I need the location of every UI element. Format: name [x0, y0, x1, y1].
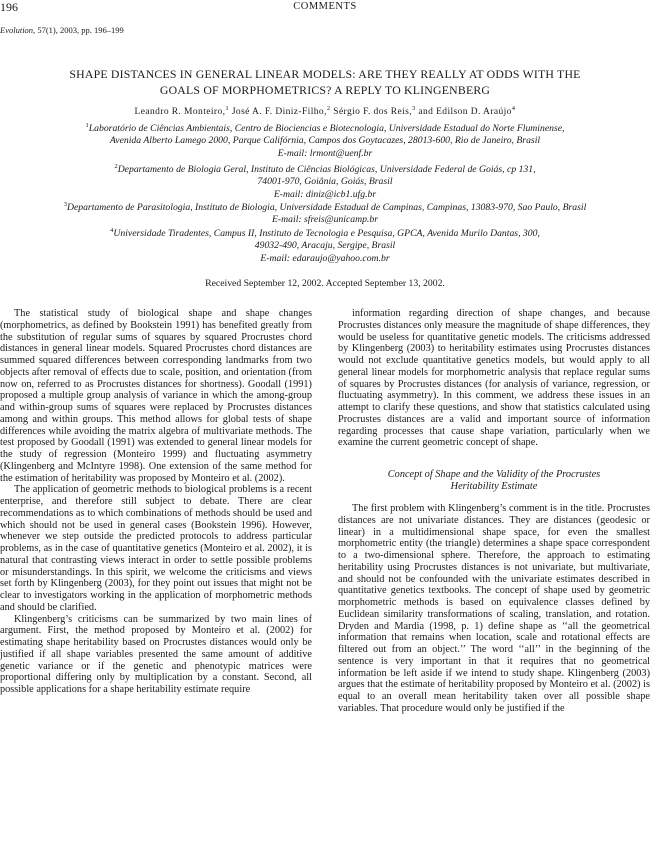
journal-name: Evolution,: [0, 25, 36, 35]
paragraph: The first problem with Klingenberg’s comment is in the title. Procrustes distances are not univariate distances. They are distances (geodesic or linear) in a multidimensional shape space, for even the smallest morphometric entity (the triangle) determines a shape space correspondent to a two-dimensional sphere. Therefore, the approach to estimating heritability using Procrustes distances is not univariate, but multivariate, and should not be confounded with the univariate estimates described in quantitative genetics textbooks. The concept of shape used by geometric morphometric methods is based on equivalence classes defined by Euclidean similarity transformations of scaling, translation, and rotation. Dryden and Mardia (1998, p. 1) define shape as ‘‘all the geometrical information that remains when location, scale and rotational effects are filtered out from an object.’’ The word ‘‘all’’ in the beginning of the sentence is very important in that it requires that no geometrical information be left aside if we intend to study shape. Klingenberg (2003) argues that the estimate of heritability proposed by Monteiro et al. (2002) is equal to an overall mean heritability taken over all possible shape variables. That procedure would only be justified if the: [338, 503, 650, 714]
paragraph: Klingenberg’s criticisms can be summarized by two main lines of argument. First, the method proposed by Monteiro et al. (2002) for estimating shape heritability based on Procrustes distances would only be justified if all shape variables presented the same amount of additive genetic variance or if the genetic and phenotypic matrices were proportional differing only by multiplication by a constant. Second, all possible applications for a shape heritability estimate require: [0, 613, 312, 695]
section-heading: [338, 469, 650, 493]
affiliation-3: [0, 202, 650, 227]
affiliation-1-line-1: Laboratório de Ciências Ambientais, Centro de Biociencias e Biotecnologia, Universidade Estadual do Norte Fluminense,: [88, 123, 565, 134]
affiliation-2-email: E-mail: diniz@icb1.ufg.br: [273, 188, 377, 200]
affiliation-1-marker: 1: [85, 121, 89, 129]
author-4: and Edilson D. Araújo: [415, 107, 512, 117]
author-list: [0, 104, 650, 117]
page-number: 196: [0, 0, 18, 14]
affiliation-4-line-2: 49032-490, Aracaju, Sergipe, Brasil: [254, 240, 396, 252]
paragraph: The application of geometric methods to biological problems is a recent enterprise, and therefore still subject to debate. There are clear recommendations as to which combinations of methods should be used and which should not be used in general cases (Bookstein 1996). However, whenever we step outside the predicted protocols to address particular problems, as in the case of quantitative genetics (Monteiro et al. 2002), it is natural that contrasting views interact in order to settle possible problems or misunderstandings. In this spirit, we welcome the criticisms and views set forth by Klingenberg (2003), for they point out issues that might not be clear to investigators working in the application of morphometric methods and should be clarified.: [0, 484, 312, 613]
author-3: Sérgio F. dos Reis,: [330, 107, 412, 117]
section-heading-line-2: Heritability Estimate: [450, 481, 538, 492]
affiliation-3-email: E-mail: sfreis@unicamp.br: [272, 214, 378, 226]
body-column-right: [338, 308, 650, 715]
author-1: Leandro R. Monteiro,: [134, 107, 226, 117]
affiliation-3-line-1: Departamento de Parasitologia, Instituto de Biologia, Universidade Estadual de Campinas, Campinas, 13083-970, Sao Paulo, Brasil: [66, 202, 587, 213]
affiliation-3-marker: 3: [63, 200, 67, 208]
affiliation-2: [0, 164, 650, 201]
affiliation-2-line-1: Departamento de Biologia Geral, Instituto de Ciências Biológicas, Universidade Federal de Goiás, cp 131,: [117, 164, 536, 175]
paragraph: information regarding direction of shape changes, and because Procrustes distances only measure the magnitude of shape differences, they would be useless for quantitative genetic models. The criticisms addressed by Klingenberg (2003) to heritability estimates using Procrustes distances would not exclude quantitative genetics models, but would apply to all general linear models for morphometric analysis that replace regular sums of squares by Procrustes distances (for analysis of variance, regression, or fluctuating asymmetry). In this comment, we address these issues in an attempt to clarify these questions, and show that statistics calculated using Procrustes distances are a valid and important source of information regarding processes that cause shape variation, particularly when we examine the current geometric concept of shape.: [338, 308, 650, 449]
received-dates: Received September 12, 2002. Accepted September 13, 2002.: [205, 278, 445, 289]
article-title: [12, 66, 638, 98]
affiliation-4: [0, 228, 650, 265]
affiliation-4-email: E-mail: edaraujo@yahoo.com.br: [260, 252, 390, 264]
body-column-left: [0, 308, 312, 696]
author-2-affil: 2: [326, 104, 331, 112]
affiliation-2-marker: 2: [114, 162, 118, 170]
section-heading-line-1: Concept of Shape and the Validity of the Procrustes: [387, 469, 601, 480]
affiliation-4-marker: 4: [110, 226, 114, 234]
affiliation-1-line-2: Avenida Alberto Lamego 2000, Parque Califórnia, Campos dos Goytacazes, 28013-600, Rio de Janeiro, Brasil: [109, 135, 541, 147]
affiliation-4-line-1: Universidade Tiradentes, Campus II, Instituto de Tecnologia e Pesquisa, GPCA, Avenida Murilo Dantas, 300,: [113, 228, 540, 239]
author-2: José A. F. Diniz-Filho,: [229, 107, 327, 117]
journal-citation: [0, 25, 124, 35]
affiliation-1-email: E-mail: lrmont@uenf.br: [277, 147, 373, 159]
affiliation-1: [0, 123, 650, 160]
affiliation-2-line-2: 74001-970, Goiânia, Goiás, Brasil: [257, 176, 393, 188]
paragraph: The statistical study of biological shape and shape changes (morphometrics, as defined by Bookstein 1991) has benefited greatly from the substitution of regular sums of squares by squared Procrustes chord distances in general linear models. Squared Procrustes chord distances are summed squared differences between corresponding landmarks from two objects after removal of effects due to scale, position, and orientation (from now on, referred to as Procrustes distances for shortness). Goodall (1991) proposed a multiple group analysis of variance in which the among-group and within-group sums of squares were replaced by Procrustes distances among and within groups. This method allows for global tests of shape differences while avoiding the matrix algebra of multivariate methods. The test proposed by Goodall (1991) was extended to general linear models for the study of regression (Monteiro 1999) and fluctuating asymmetry (Klingenberg and McIntyre 1998). One extension of the same method for the estimation of heritability was proposed by Monteiro et al. (2002).: [0, 308, 312, 484]
author-1-affil: 1: [225, 104, 230, 112]
running-head: COMMENTS: [293, 1, 357, 12]
title-line-2: GOALS OF MORPHOMETRICS? A REPLY TO KLINGENBERG: [159, 83, 491, 97]
author-3-affil: 3: [411, 104, 416, 112]
author-4-affil: 4: [511, 104, 516, 112]
citation-details: 57(1), 2003, pp. 196–199: [37, 25, 124, 35]
title-line-1: SHAPE DISTANCES IN GENERAL LINEAR MODELS: ARE THEY REALLY AT ODDS WITH THE: [69, 67, 581, 81]
